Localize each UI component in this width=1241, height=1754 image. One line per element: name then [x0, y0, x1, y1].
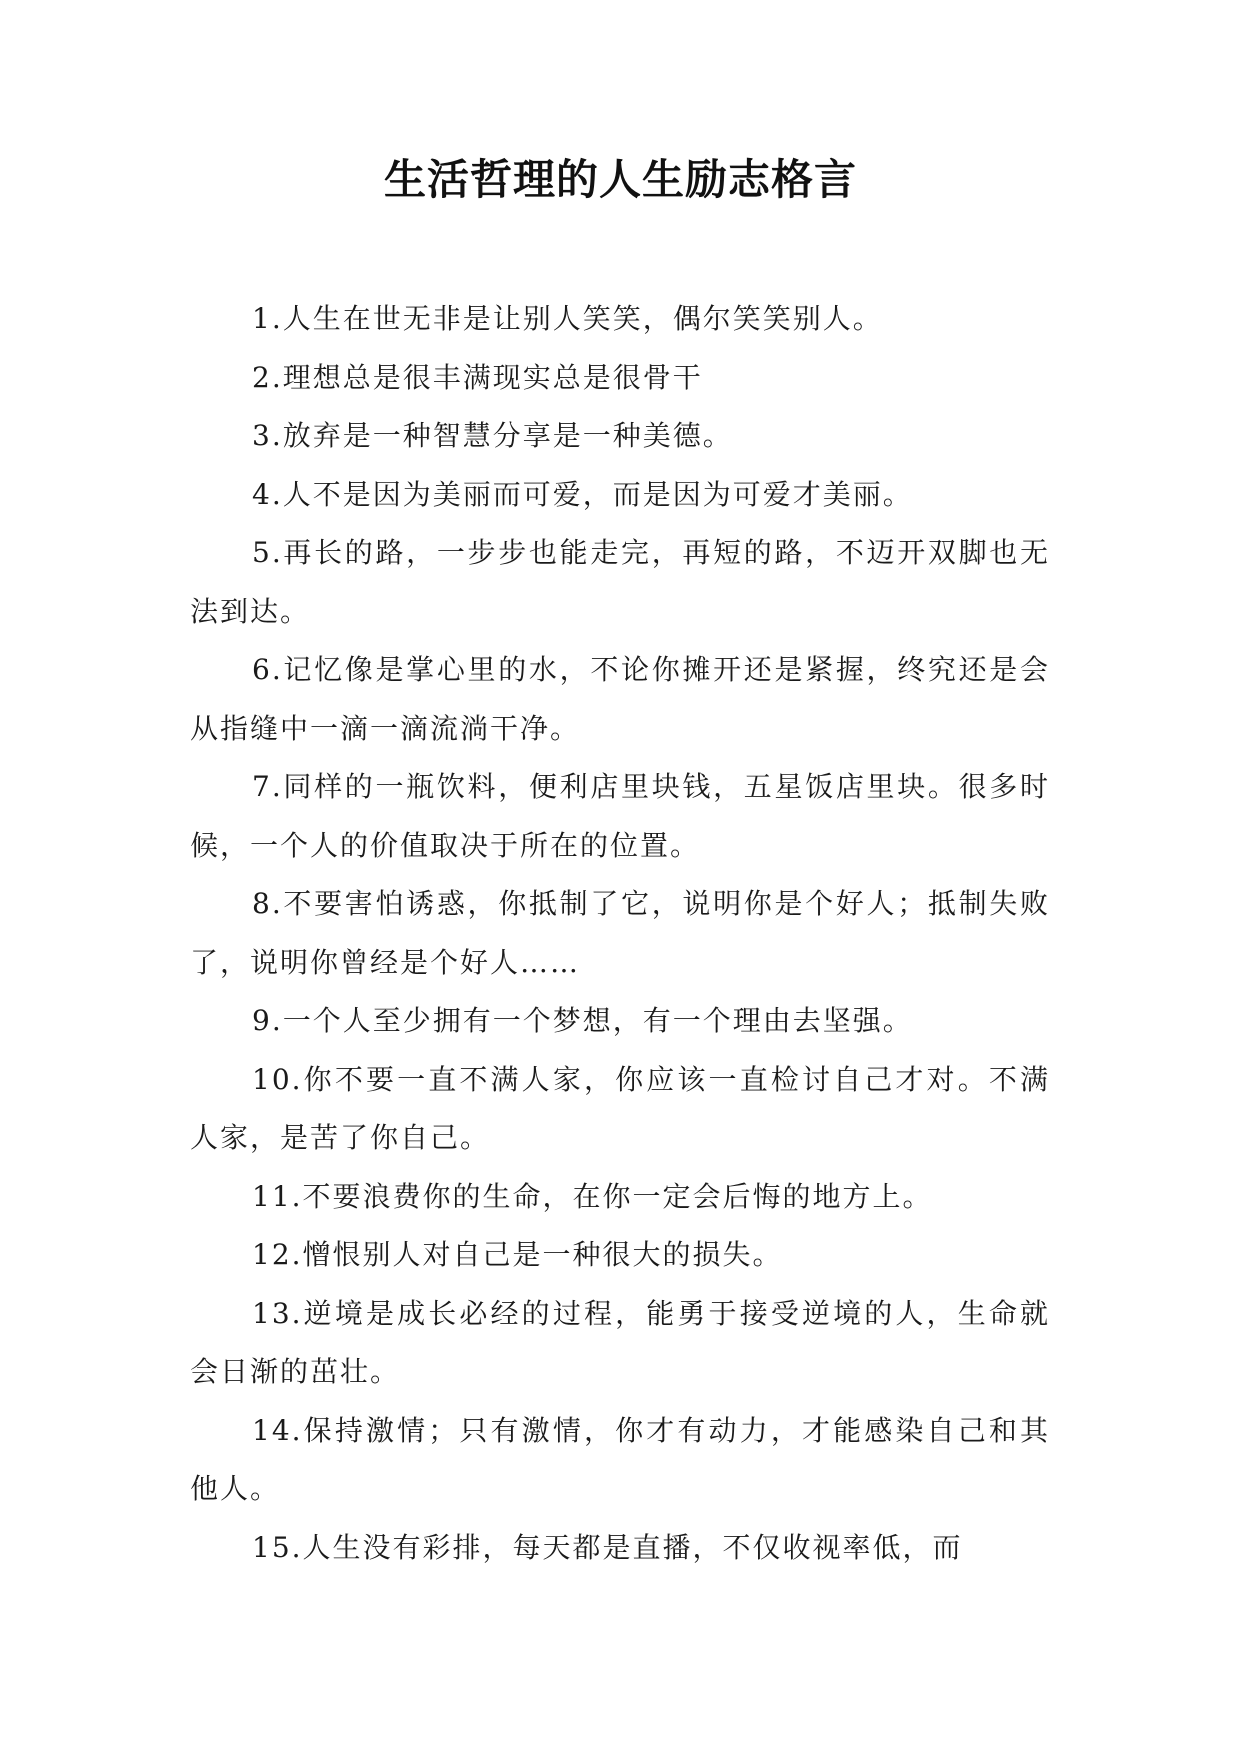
paragraph-7: 7.同样的一瓶饮料，便利店里块钱，五星饭店里块。很多时候，一个人的价值取决于所在的位置。: [190, 770, 1050, 862]
paragraph-10: 10.你不要一直不满人家，你应该一直检讨自己才对。不满人家，是苦了你自己。: [190, 1062, 1050, 1154]
paragraph-13: 13.逆境是成长必经的过程，能勇于接受逆境的人，生命就会日渐的茁壮。: [190, 1296, 1050, 1388]
paragraph-1: 1.人生在世无非是让别人笑笑，偶尔笑笑别人。: [252, 302, 883, 335]
paragraph-4: 4.人不是因为美丽而可爱，而是因为可爱才美丽。: [252, 477, 913, 511]
paragraph-2: 2.理想总是很丰满现实总是很骨干: [252, 360, 703, 394]
paragraph-14: 14.保持激情；只有激情，你才有动力，才能感染自己和其他人。: [190, 1413, 1050, 1505]
paragraph-6: 6.记忆像是掌心里的水，不论你摊开还是紧握，终究还是会从指缝中一滴一滴流淌干净。: [190, 653, 1050, 745]
paragraph-3: 3.放弃是一种智慧分享是一种美德。: [252, 419, 733, 452]
document-title: 生活哲理的人生励志格言: [383, 155, 857, 204]
document-body: [190, 290, 1050, 1577]
paragraph-9: 9.一个人至少拥有一个梦想，有一个理由去坚强。: [252, 1004, 913, 1037]
paragraph-12: 12.憎恨别人对自己是一种很大的损失。: [252, 1238, 783, 1271]
paragraph-8: 8.不要害怕诱惑，你抵制了它，说明你是个好人；抵制失败了，说明你曾经是个好人……: [190, 887, 1050, 979]
paragraph-5: 5.再长的路，一步步也能走完，再短的路，不迈开双脚也无法到达。: [190, 536, 1050, 628]
paragraph-11: 11.不要浪费你的生命，在你一定会后悔的地方上。: [252, 1179, 933, 1213]
paragraph-15: 15.人生没有彩排，每天都是直播，不仅收视率低，而: [252, 1530, 963, 1564]
